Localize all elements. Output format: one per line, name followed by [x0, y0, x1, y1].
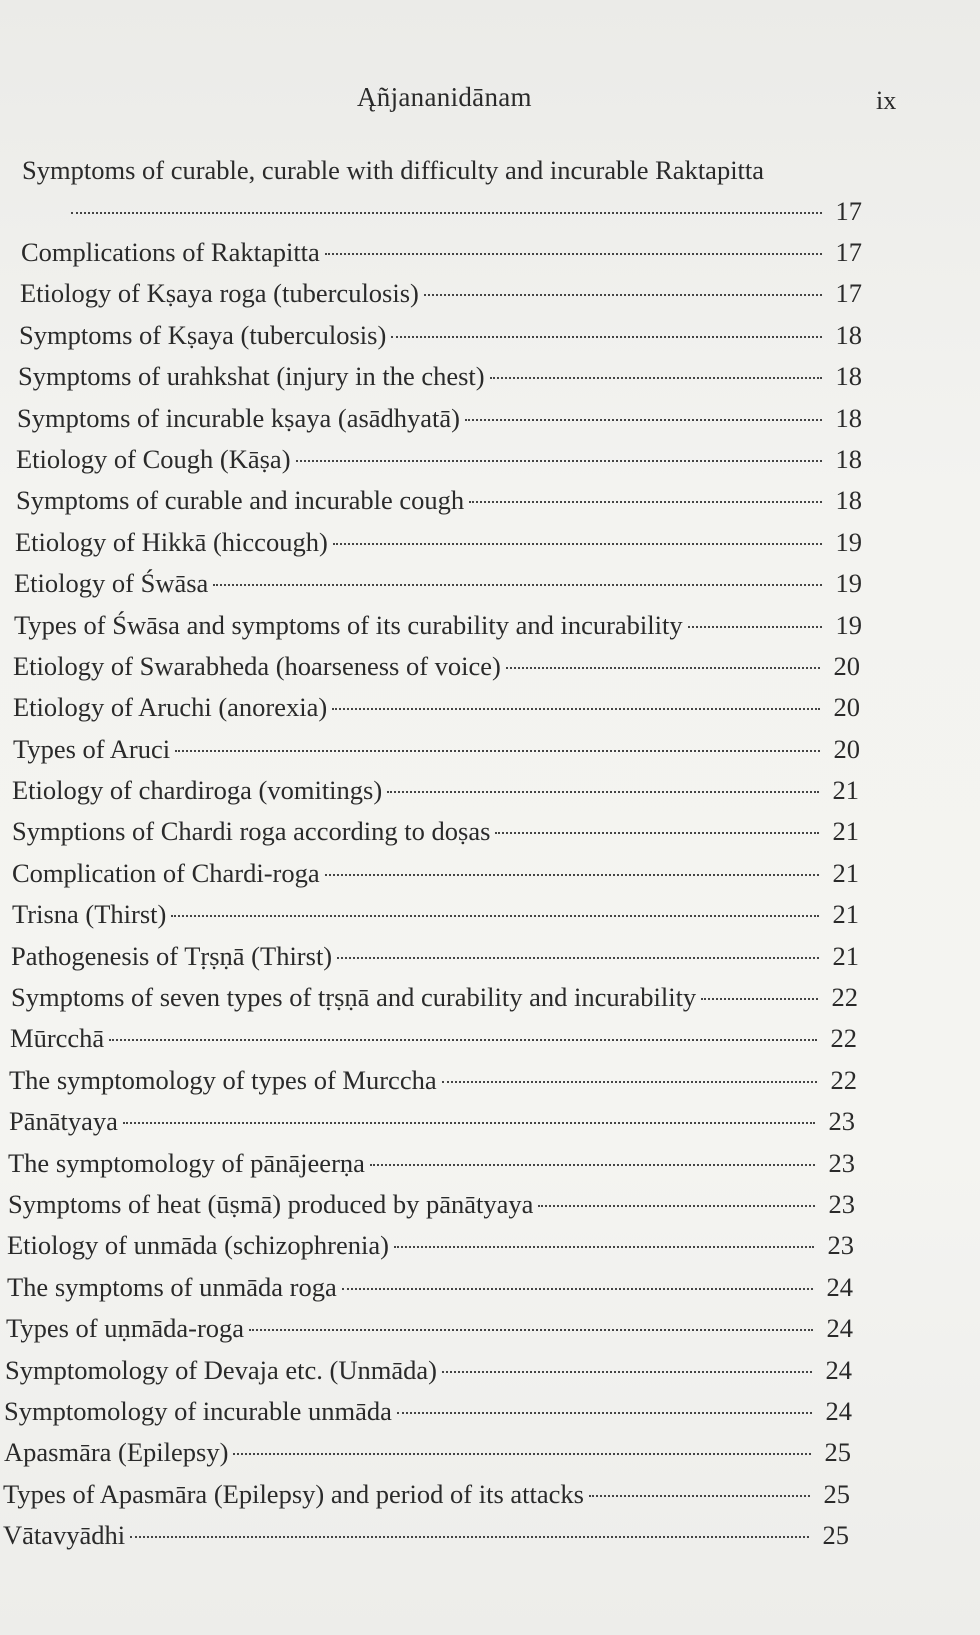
toc-entry-title: The symptomology of pānājeerṇa [8, 1147, 365, 1178]
toc-entry-title: Symptomology of incurable unmāda [4, 1395, 392, 1426]
running-head [0, 82, 980, 122]
toc-entry-title: Etiology of Śwāsa [14, 568, 209, 599]
toc-entry-page: 17 [835, 196, 862, 226]
dot-leader [538, 1205, 815, 1207]
dot-leader [109, 1039, 817, 1041]
toc-entry [13, 687, 860, 728]
toc-entry-title: Complication of Chardi-roga [12, 857, 320, 888]
toc-entry-title: Etiology of Cough (Kāṣa) [16, 443, 291, 474]
dot-leader [130, 1536, 809, 1538]
toc-entry-title: Mūrcchā [10, 1023, 105, 1054]
dot-leader [701, 998, 818, 1000]
toc-entry-page: 22 [830, 1023, 857, 1054]
dot-leader [325, 253, 822, 255]
toc-entry-page: 25 [824, 1437, 851, 1468]
toc-entry-page: 20 [833, 692, 860, 723]
toc-entry-page: 19 [835, 526, 862, 557]
dot-leader [332, 708, 820, 710]
toc-entry-title: Types of Apasmāra (Epilepsy) and period of its attacks [3, 1478, 584, 1509]
toc-entry-page: 23 [827, 1230, 854, 1261]
page-number: ix [876, 86, 897, 115]
toc-entry-title: Types of Śwāsa and symptoms of its curability and incurability [14, 609, 683, 640]
dot-leader [333, 543, 822, 545]
toc-entry [21, 232, 862, 273]
toc-entry [9, 1060, 857, 1101]
toc-entry [13, 646, 860, 687]
toc-entry-page: 21 [832, 940, 859, 971]
toc-entry-page: 21 [832, 816, 859, 847]
toc-entry-page: 24 [825, 1395, 852, 1426]
toc-entry [3, 1515, 849, 1556]
toc-entry-title: Etiology of Swarabheda (hoarseness of voice) [13, 650, 501, 681]
toc-entry-page: 21 [832, 899, 859, 930]
toc-entry-page: 25 [822, 1520, 849, 1551]
toc-entry-title: Symptions of Chardi roga according to doṣas [12, 816, 491, 847]
toc-entry [9, 1101, 855, 1142]
table-of-contents [0, 150, 980, 1557]
dot-leader [688, 626, 822, 628]
toc-entry-page: 21 [832, 857, 859, 888]
dot-leader [296, 460, 822, 462]
dot-leader [495, 832, 819, 834]
toc-entry [10, 1018, 857, 1059]
toc-entry-title: Types of Aruci [13, 733, 171, 764]
toc-entry [11, 977, 858, 1018]
book-title: Ąñjananidānam [357, 82, 532, 112]
dot-leader [465, 419, 822, 421]
toc-entry-page: 17 [835, 237, 862, 267]
dot-leader [490, 377, 822, 379]
toc-entry-page: 18 [835, 402, 862, 433]
toc-entry-title: Symptoms of incurable kṣaya (asādhyatā) [17, 402, 461, 433]
toc-entry [14, 563, 862, 604]
dot-leader [342, 1288, 813, 1290]
toc-entry-title: Pathogenesis of Tṛṣṇā (Thirst) [11, 940, 333, 971]
dot-leader [171, 915, 819, 917]
dot-leader [589, 1495, 810, 1497]
toc-entry-title: Symptoms of Kṣaya (tuberculosis) [19, 319, 387, 350]
toc-entry [12, 811, 859, 852]
toc-entry-page: 19 [835, 568, 862, 599]
toc-entry [16, 480, 862, 521]
toc-entry-title: Symptoms of curable and incurable cough [16, 485, 465, 516]
toc-entry [14, 605, 862, 646]
toc-entry [8, 1143, 855, 1184]
toc-entry [6, 1308, 853, 1349]
toc-entry-title: Symptoms of heat (ūṣmā) produced by pānātyaya [8, 1188, 534, 1219]
dot-leader [175, 750, 820, 752]
toc-entry-title: Etiology of Kṣaya roga (tuberculosis) [20, 278, 419, 309]
dot-leader [233, 1453, 811, 1455]
toc-entry [7, 1225, 854, 1266]
dot-leader [424, 294, 822, 296]
toc-entry-title: Apasmāra (Epilepsy) [4, 1437, 229, 1468]
dot-leader [325, 874, 819, 876]
toc-entry-page: 23 [828, 1188, 855, 1219]
toc-entry [20, 273, 862, 314]
toc-entry-title: Types of uṇmāda-roga [6, 1313, 245, 1344]
toc-entry-page: 19 [835, 609, 862, 640]
toc-entry-page: 18 [835, 361, 862, 392]
toc-entry [13, 729, 860, 770]
toc-entry [8, 1184, 855, 1225]
toc-entry-page: 24 [825, 1354, 852, 1385]
toc-entry [12, 770, 859, 811]
toc-entry-page: 25 [823, 1478, 850, 1509]
toc-entry-page: 18 [835, 485, 862, 516]
dot-leader [506, 667, 820, 669]
toc-entry-title: Trisna (Thirst) [12, 899, 167, 930]
toc-entry-page: 18 [835, 319, 862, 350]
toc-entry-title: Vātavyādhi [3, 1520, 126, 1551]
dot-leader [442, 1371, 812, 1373]
dot-leader [442, 1081, 817, 1083]
toc-entry [7, 1267, 853, 1308]
toc-entry [22, 150, 862, 232]
toc-entry-title: Etiology of Aruchi (anorexia) [13, 692, 328, 723]
toc-entry-title: Etiology of Hikkā (hiccough) [15, 526, 328, 557]
toc-entry [3, 1474, 850, 1515]
dot-leader [249, 1329, 813, 1331]
dot-leader [370, 1164, 815, 1166]
toc-entry-page: 23 [828, 1106, 855, 1137]
dot-leader [71, 212, 822, 214]
toc-entry [16, 439, 862, 480]
toc-entry [5, 1350, 852, 1391]
toc-entry-title: Etiology of unmāda (schizophrenia) [7, 1230, 389, 1261]
toc-entry [12, 853, 859, 894]
toc-entry [19, 315, 862, 356]
toc-entry-page: 17 [835, 278, 862, 309]
toc-entry-page: 22 [830, 1064, 857, 1095]
dot-leader [337, 957, 819, 959]
dot-leader [469, 501, 822, 503]
toc-entry-page: 20 [833, 733, 860, 764]
toc-entry-title: Complications of Raktapitta [21, 237, 320, 267]
toc-entry-title: Symptoms of curable, curable with difficulty and incurable Raktapitta [22, 155, 765, 185]
toc-entry-page: 18 [835, 443, 862, 474]
toc-entry [4, 1391, 852, 1432]
toc-entry-page: 22 [831, 982, 858, 1013]
dot-leader [213, 584, 822, 586]
toc-entry [11, 936, 859, 977]
toc-entry [18, 356, 862, 397]
toc-entry [12, 894, 859, 935]
toc-entry-title: Etiology of chardiroga (vomitings) [12, 775, 383, 806]
toc-entry-page: 20 [833, 650, 860, 681]
toc-entry-page: 21 [832, 775, 859, 806]
toc-entry-title: Symptoms of seven types of tṛṣṇā and curability and incurability [11, 982, 697, 1013]
dot-leader [123, 1122, 815, 1124]
toc-entry-title: The symptoms of unmāda roga [7, 1271, 337, 1302]
toc-entry [15, 522, 862, 563]
toc-entry-page: 24 [826, 1313, 853, 1344]
toc-entry [4, 1432, 851, 1473]
dot-leader [397, 1412, 812, 1414]
toc-entry-title: Symptoms of urahkshat (injury in the chest) [18, 361, 485, 392]
toc-entry-page: 23 [828, 1147, 855, 1178]
dot-leader [394, 1246, 814, 1248]
toc-entry-title: Pānātyaya [9, 1106, 118, 1137]
dot-leader [391, 336, 822, 338]
toc-entry-title: The symptomology of types of Murccha [9, 1064, 437, 1095]
toc-entry-page: 24 [826, 1271, 853, 1302]
toc-entry-title: Symptomology of Devaja etc. (Unmāda) [5, 1354, 437, 1385]
dot-leader [387, 791, 819, 793]
toc-entry [17, 398, 862, 439]
